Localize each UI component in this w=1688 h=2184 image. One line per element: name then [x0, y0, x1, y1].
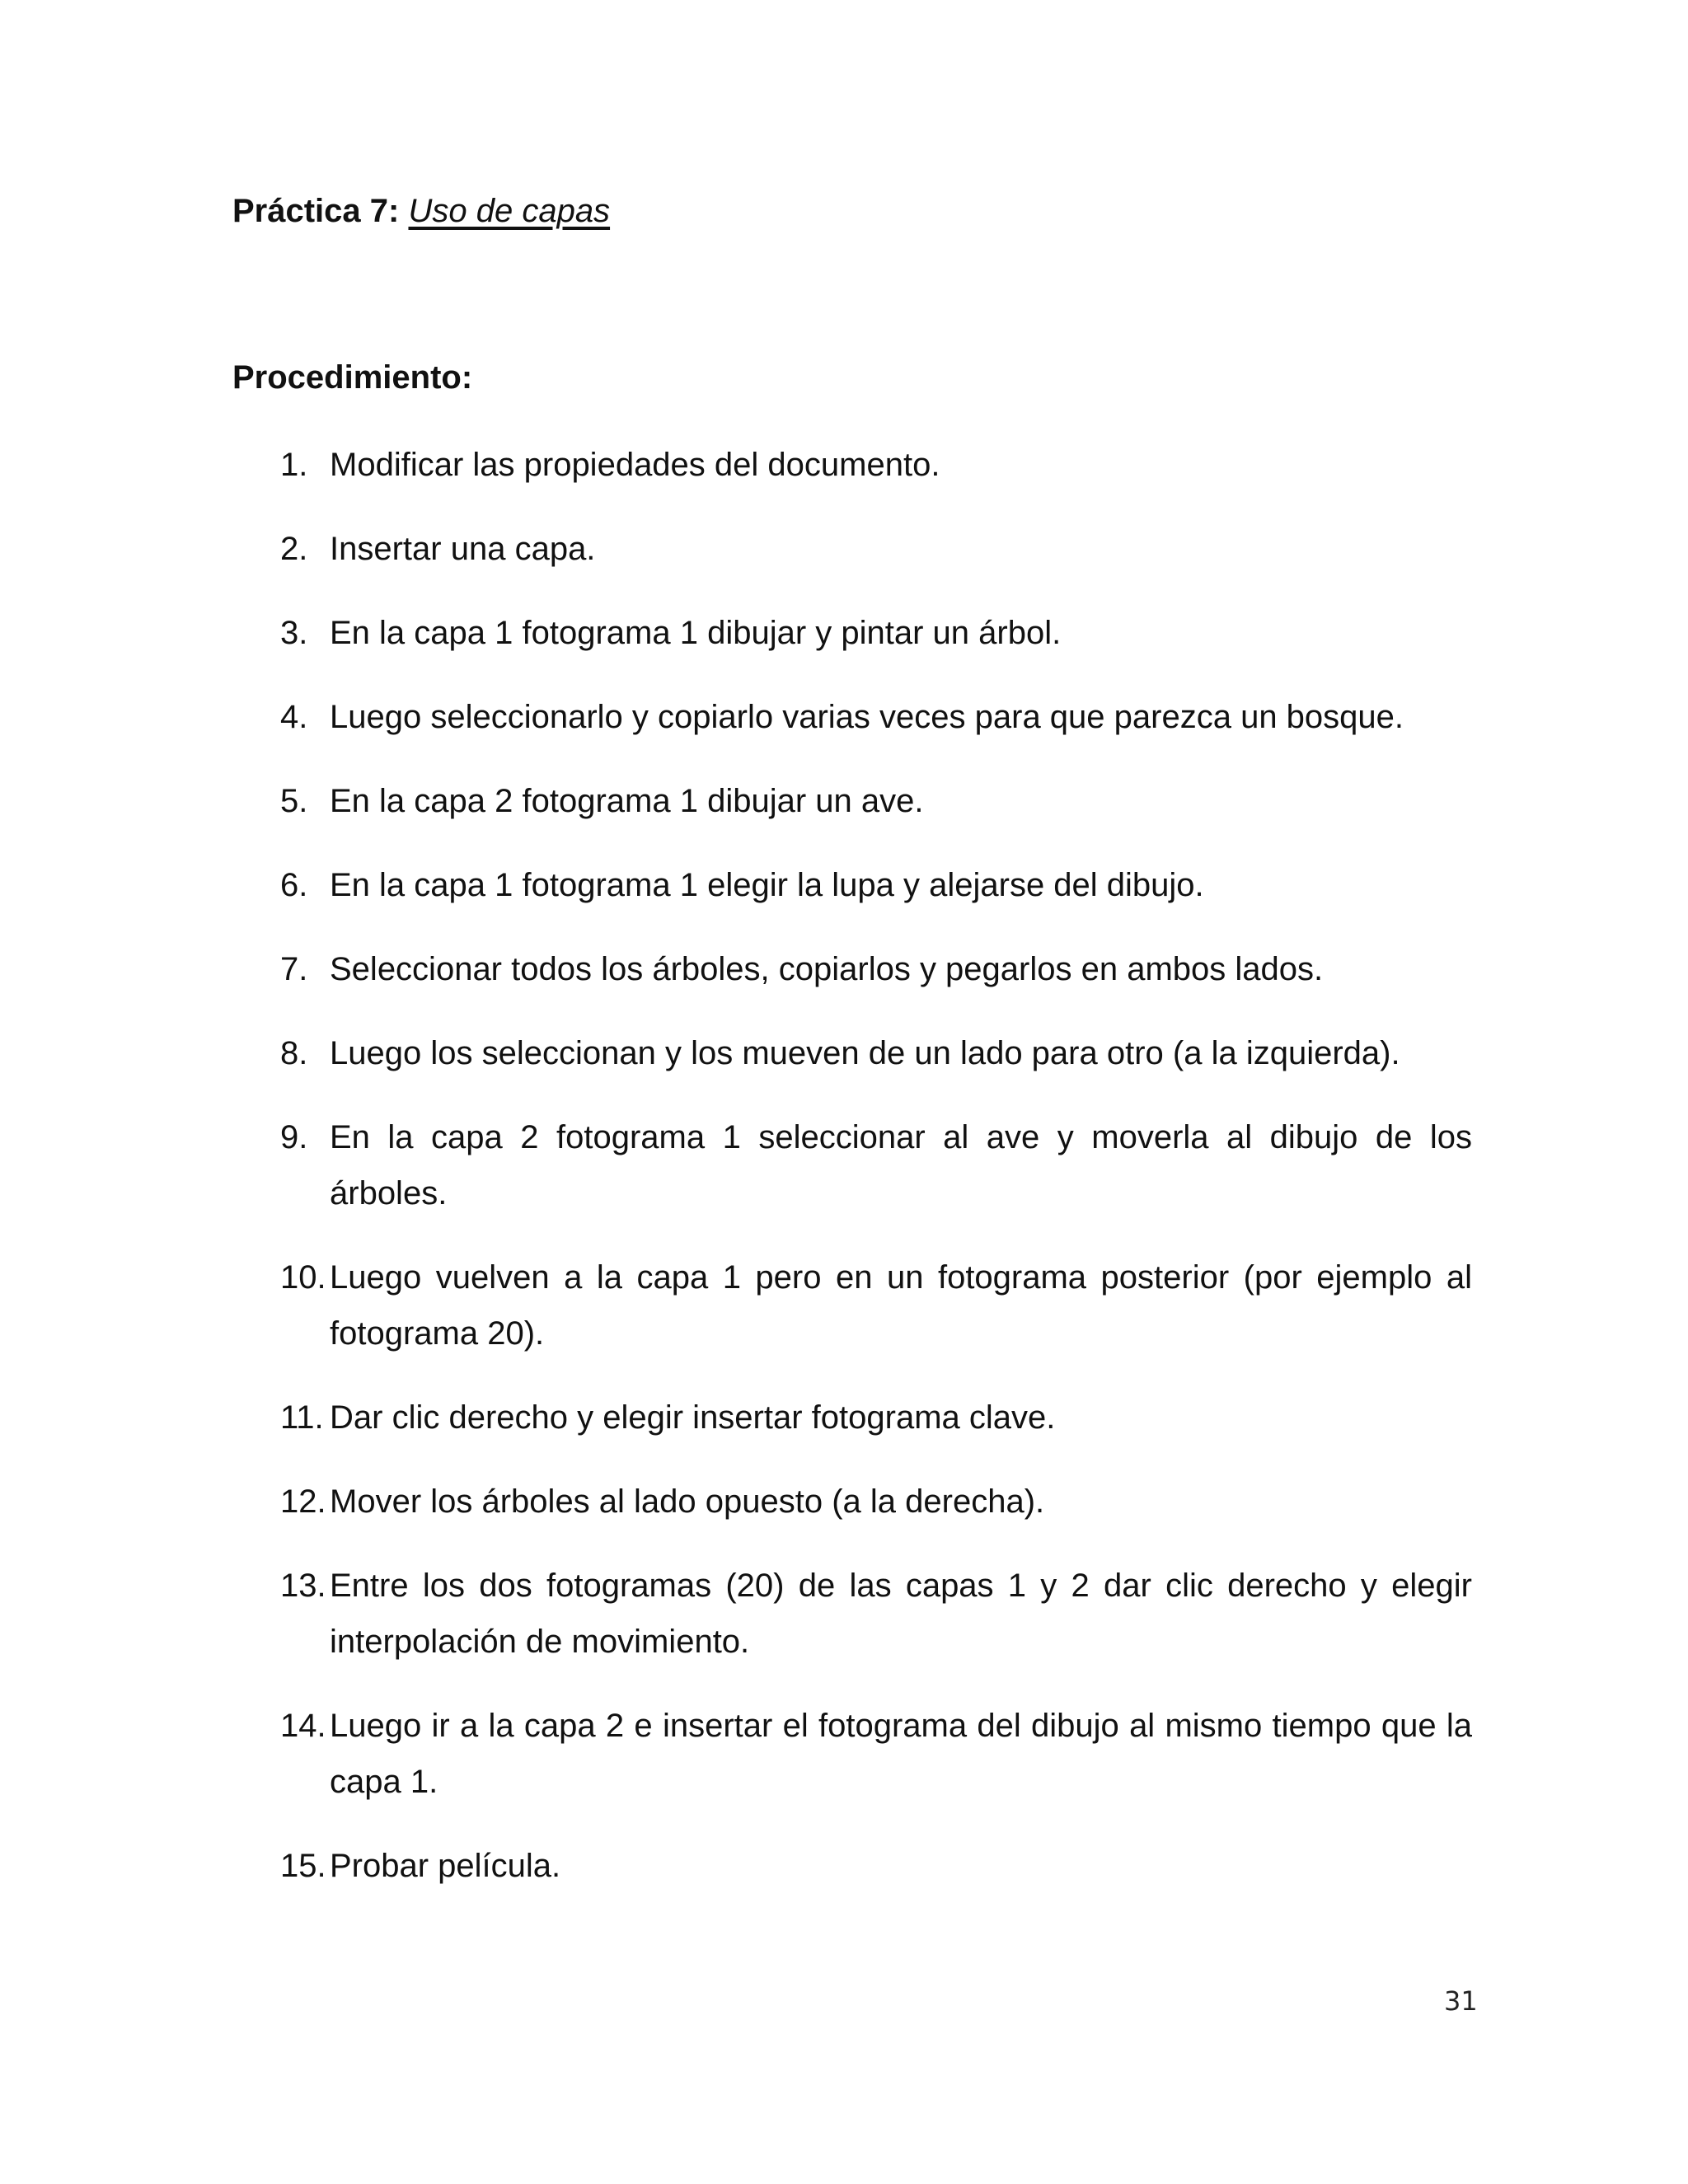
step-text: Dar clic derecho y elegir insertar fotograma clave. — [330, 1399, 1056, 1436]
practice-title-topic: Uso de capas — [408, 193, 611, 229]
step-number: 1. — [280, 447, 308, 483]
step-text: Probar película. — [330, 1848, 561, 1884]
step-text: En la capa 1 fotograma 1 dibujar y pintar un árbol. — [330, 615, 1062, 651]
step-text: En la capa 1 fotograma 1 elegir la lupa y alejarse del dibujo. — [330, 867, 1204, 903]
step-text: Insertar una capa. — [330, 531, 596, 567]
step-number: 2. — [280, 531, 308, 567]
procedure-step — [280, 1109, 1472, 1221]
step-text: Luego ir a la capa 2 e insertar el fotograma del dibujo al mismo tiempo que la capa 1. — [330, 1708, 1472, 1800]
procedure-step — [280, 605, 1472, 661]
step-number: 11. — [280, 1399, 324, 1436]
procedure-step — [280, 941, 1472, 997]
step-text: Entre los dos fotogramas (20) de las capas 1 y 2 dar clic derecho y elegir interpolación de movimiento. — [330, 1568, 1472, 1660]
step-number: 5. — [280, 783, 308, 819]
step-number: 9. — [280, 1119, 308, 1155]
step-text: Luego los seleccionan y los mueven de un lado para otro (a la izquierda). — [330, 1035, 1400, 1071]
step-number: 14. — [280, 1708, 326, 1744]
procedure-heading: Procedimiento: — [232, 359, 473, 396]
procedure-step — [280, 437, 1472, 493]
step-number: 13. — [280, 1568, 326, 1604]
step-number: 8. — [280, 1035, 308, 1071]
step-number: 3. — [280, 615, 308, 651]
procedure-step — [280, 1390, 1472, 1446]
procedure-step — [280, 689, 1472, 745]
step-text: Mover los árboles al lado opuesto (a la derecha). — [330, 1483, 1045, 1520]
procedure-step — [280, 521, 1472, 577]
procedure-step — [280, 1249, 1472, 1361]
step-number: 6. — [280, 867, 308, 903]
step-number: 4. — [280, 699, 308, 735]
procedure-step — [280, 1474, 1472, 1530]
step-text: Luego vuelven a la capa 1 pero en un fotograma posterior (por ejemplo al fotograma 20). — [330, 1259, 1472, 1352]
procedure-step — [280, 773, 1472, 829]
procedure-step — [280, 1698, 1472, 1810]
step-number: 12. — [280, 1483, 326, 1520]
step-text: Modificar las propiedades del documento. — [330, 447, 940, 483]
step-text: Seleccionar todos los árboles, copiarlos y pegarlos en ambos lados. — [330, 951, 1324, 987]
procedure-step — [280, 857, 1472, 913]
practice-title-label: Práctica 7: — [232, 193, 400, 229]
step-text: Luego seleccionarlo y copiarlo varias veces para que parezca un bosque. — [330, 699, 1404, 735]
step-text: En la capa 2 fotograma 1 seleccionar al ave y moverla al dibujo de los árboles. — [330, 1119, 1472, 1212]
procedure-steps-list — [280, 437, 1472, 1922]
step-number: 15. — [280, 1848, 326, 1884]
step-number: 10. — [280, 1259, 326, 1296]
step-number: 7. — [280, 951, 308, 987]
practice-title — [232, 186, 610, 236]
page-number: 31 — [1444, 1985, 1478, 2017]
procedure-step — [280, 1025, 1472, 1081]
step-text: En la capa 2 fotograma 1 dibujar un ave. — [330, 783, 924, 819]
procedure-step — [280, 1558, 1472, 1670]
procedure-step — [280, 1838, 1472, 1894]
